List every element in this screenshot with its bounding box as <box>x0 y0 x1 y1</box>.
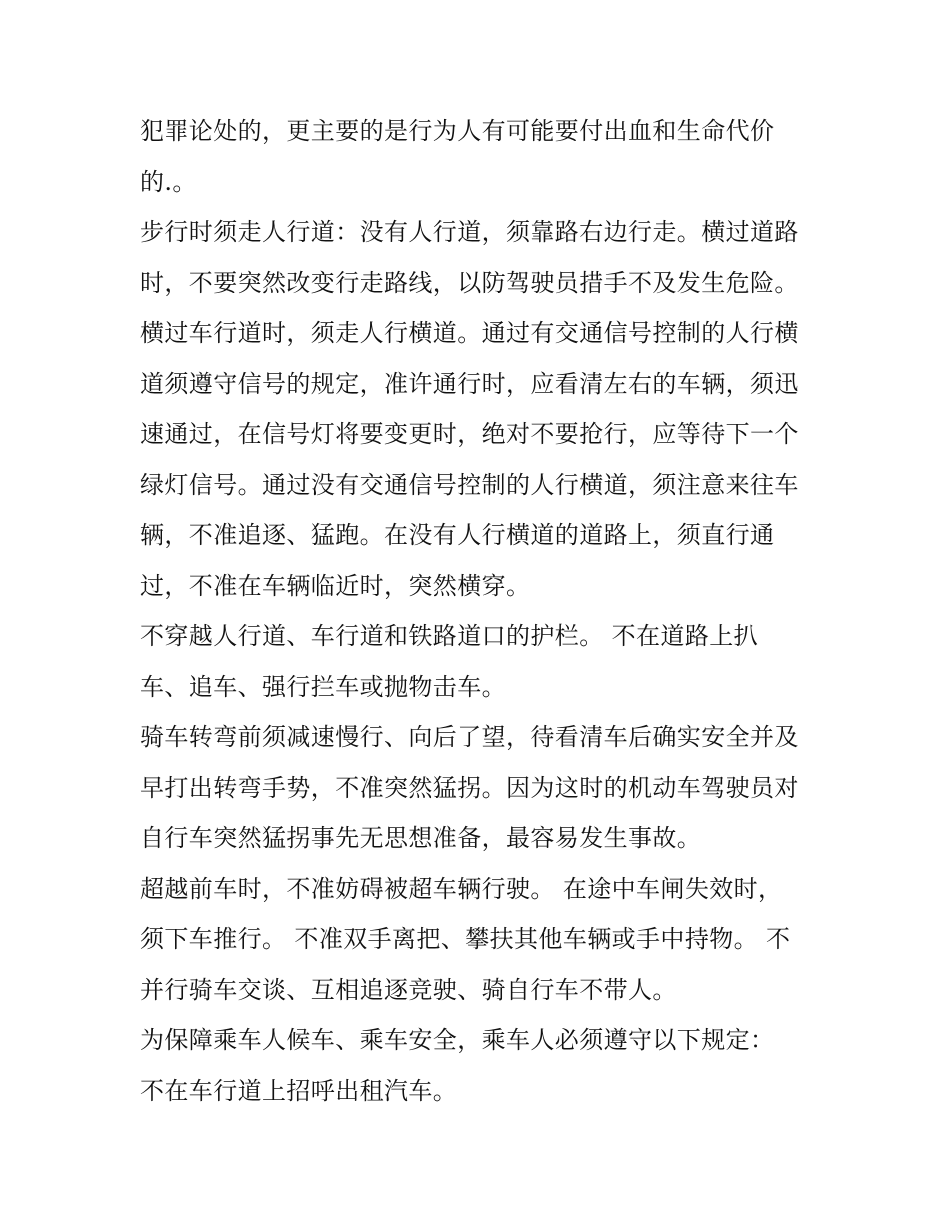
text-line: 犯罪论处的，更主要的是行为人有可能要付出血和生命代价 <box>140 117 775 145</box>
text-line: 辆，不准追逐、猛跑。在没有人行横道的道路上，须直行通 <box>140 521 775 549</box>
text-line: 绿灯信号。通过没有交通信号控制的人行横道，须注意来往车 <box>140 470 799 499</box>
text-line: 过，不准在车辆临近时，突然横穿。 <box>140 571 531 600</box>
text-line: 时，不要突然改变行走路线，以防驾驶员措手不及发生危险。 <box>140 268 799 297</box>
text-line: 须下车推行。 不准双手离把、攀扶其他车辆或手中持物。 不 <box>140 925 791 953</box>
text-line: 并行骑车交谈、互相追逐竞驶、骑自行车不带人。 <box>140 975 677 1004</box>
text-line: 早打出转弯手势，不准突然猛拐。因为这时的机动车驾驶员对 <box>140 773 799 802</box>
document-body <box>140 106 840 1116</box>
text-line: 车、追车、强行拦车或抛物击车。 <box>140 672 506 701</box>
text-line: 步行时须走人行道：没有人行道，须靠路右边行走。横过道路 <box>140 218 799 246</box>
text-line: 为保障乘车人候车、乘车安全，乘车人必须遵守以下规定： <box>140 1026 775 1054</box>
text-line: 横过车行道时，须走人行横道。通过有交通信号控制的人行横 <box>140 319 799 347</box>
text-line: 超越前车时，不准妨碍被超车辆行驶。 在途中车闸失效时， <box>140 874 783 903</box>
text-line: 骑车转弯前须减速慢行、向后了望，待看清车后确实安全并及 <box>140 723 799 751</box>
text-line: 的.。 <box>140 167 197 196</box>
text-line: 速通过，在信号灯将要变更时，绝对不要抢行，应等待下一个 <box>140 420 799 448</box>
text-line: 自行车突然猛拐事先无思想准备，最容易发生事故。 <box>140 824 702 852</box>
text-line: 不穿越人行道、车行道和铁路道口的护栏。 不在道路上扒 <box>140 622 759 650</box>
text-line: 不在车行道上招呼出租汽车。 <box>140 1076 458 1105</box>
text-line: 道须遵守信号的规定，准许通行时，应看清左右的车辆，须迅 <box>140 369 799 398</box>
